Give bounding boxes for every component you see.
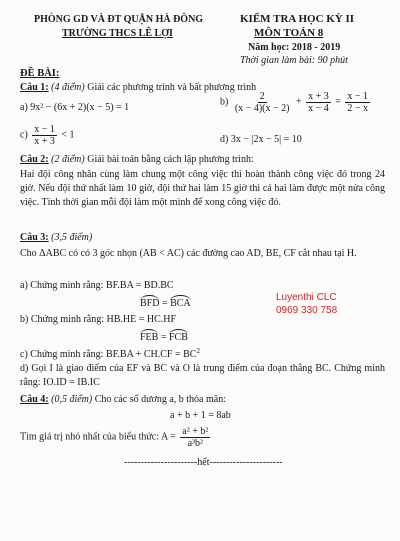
q3-part-b: b) Chứng minh rằng: HB.HE = HC.HF <box>20 314 177 325</box>
question-4-text: Cho các số dương a, b thỏa mãn: <box>94 394 226 405</box>
q1-part-d: d) 3x − |2x − 5| = 10 <box>220 134 302 145</box>
q3-part-a: a) Chứng minh rằng: BF.BA = BD.BC <box>20 280 174 291</box>
angle-bfd: BFD <box>140 295 159 310</box>
question-3-points: (3,5 điểm) <box>51 232 93 243</box>
angle-feb: FEB <box>140 329 158 344</box>
q1-d-expression: 3x − |2x − 5| = 10 <box>230 134 302 145</box>
question-4-points: (0,5 điểm) <box>51 394 93 405</box>
subject-title: MÔN TOÁN 8 <box>254 27 324 39</box>
question-4-label: Câu 4: <box>20 394 49 405</box>
question-3-header <box>20 232 92 244</box>
question-1-label: Câu 1: <box>20 82 49 93</box>
q3-part-b-angles: FEB = FCB <box>140 329 188 344</box>
q4-fraction: $\frac{\text{a² + b²}}{\text{a³b²}}$ <box>182 426 209 449</box>
question-1-points: (4 điểm) <box>51 82 85 93</box>
question-2-intro: Giải bài toán bằng cách lập phương trình: <box>87 154 254 165</box>
question-1-text: Giải các phương trình và bất phương trình <box>87 82 257 93</box>
department-name: PHÒNG GD VÀ ĐT QUẬN HÀ ĐÔNG <box>34 14 204 25</box>
q1-part-a: a) 9x² − (6x + 2)(x − 5) = 1 <box>20 102 130 113</box>
question-2-label: Câu 2: <box>20 154 49 165</box>
watermark-line-2: 0969 330 758 <box>276 305 338 316</box>
q3-part-a-angles: BFD = BCA <box>140 295 191 310</box>
q1-b-fraction-2: $\frac{x + 3}{x - 4}$ <box>308 91 329 114</box>
end-marker: ----------------------hết---------------------- <box>124 457 283 468</box>
q1-a-expression: 9x² − (6x + 2)(x − 5) = 1 <box>30 102 130 113</box>
section-title: ĐỀ BÀI: <box>20 68 60 79</box>
question-2-points: (2 điểm) <box>51 154 85 165</box>
q3-part-d: d) Gọi I là giao điểm của EF và BC và O là trung điểm của đoạn thẳng BC. Chứng minh rằng: IO.ID = IB.IC <box>20 363 385 388</box>
q1-part-c: c) $\frac{x - 1}{x + 3}$ < 1 <box>20 124 75 147</box>
question-2-header <box>20 154 254 166</box>
q4-condition: a + b + 1 = 8ab <box>170 410 231 421</box>
q1-b-fraction-3: $\frac{x - 1}{2 - x}$ <box>347 91 369 114</box>
exam-title: KIỂM TRA HỌC KỲ II <box>240 13 355 25</box>
question-4-header <box>20 394 226 406</box>
duration: Thời gian làm bài: 90 phút <box>240 55 348 66</box>
question-3-label: Câu 3: <box>20 232 49 243</box>
question-3-intro: Cho ΔABC có có 3 góc nhọn (AB < AC) các đường cao AD, BE, CF cắt nhau tại H. <box>20 248 357 259</box>
q1-c-fraction: $\frac{x - 1}{x + 3}$ <box>34 124 55 147</box>
watermark-line-1: Luyenthi CLC <box>276 292 337 303</box>
school-name: TRƯỜNG THCS LÊ LỢI <box>62 28 173 39</box>
q1-part-b: b) $\frac{2}{(x - 4)(x - 2)}$ + $\frac{x + 3}{x - 4}$ = $\frac{x - 1}{2 - x}$ <box>220 91 369 114</box>
angle-fcb: FCB <box>169 329 188 344</box>
question-2-body: Hai đội công nhân cùng làm chung một công việc thì hoàn thành công việc đó trong 24 giờ. Nếu đội thứ nhất làm 10 giờ, đội thứ hai làm 15 giờ thì cả hai làm được một nửa công việc. Tính thời gian mỗi đội làm một mình để xong công việc đó. <box>20 169 385 208</box>
q3-part-c: c) Chứng minh rằng: $BF.BA + CH.CF = BC^2$ <box>20 347 200 360</box>
q1-b-fraction-1: $\frac{2}{(x - 4)(x - 2)}$ <box>234 91 290 114</box>
school-year: Năm học: 2018 - 2019 <box>248 42 341 53</box>
q4-find: Tìm giá trị nhỏ nhất của biểu thức: A = $\frac{\text{a² + b²}}{\text{a³b²}}$ <box>20 426 209 449</box>
angle-bca: BCA <box>170 295 191 310</box>
